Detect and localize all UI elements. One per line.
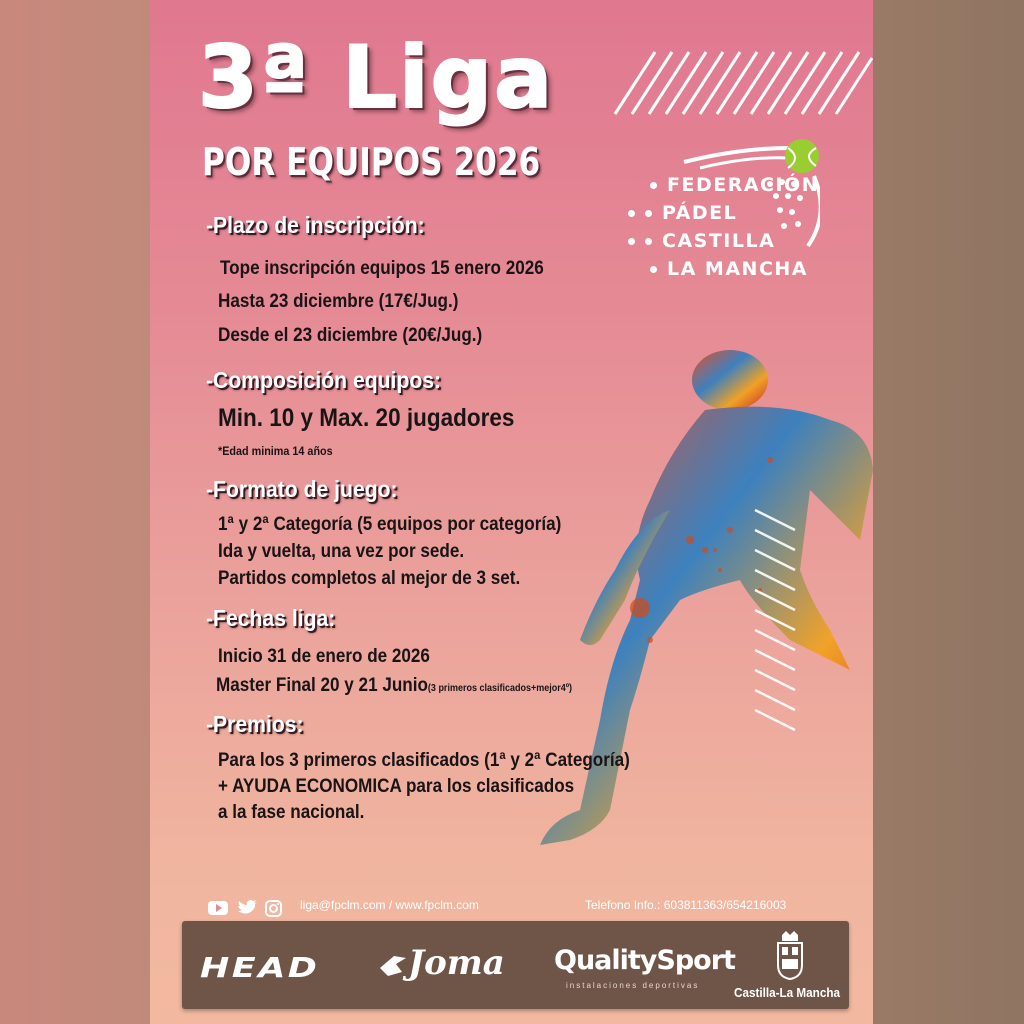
league-poster [150,0,873,1024]
sponsor-bar [182,921,849,1009]
poster-title: 3ª Liga [198,28,555,128]
formato-line-1: 1ª y 2ª Categoría (5 equipos por categoría) [218,514,562,535]
fechas-final-note: (3 primeros clasificados+mejor4º) [427,683,573,694]
logo-line-3: CASTILLA [628,230,775,252]
logo-line-4: LA MANCHA [650,258,808,280]
formato-line-2: Ida y vuelta, una vez por sede. [218,541,465,562]
sponsor-joma-logo: Joma [408,943,505,983]
footer-phone: Telefono Info.: 603811363/654216003 [585,898,787,912]
section-composicion-heading: -Composición equipos: [206,367,442,393]
footer-contact[interactable]: liga@fpclm.com / www.fpclm.com [300,898,479,912]
section-fechas-heading: -Fechas liga: [206,605,336,631]
castilla-la-mancha-crest-icon [770,931,810,981]
plazo-line-3: Desde el 23 diciembre (20€/Jug.) [218,325,483,346]
padel-player-illustration [530,340,873,860]
youtube-icon[interactable] [208,900,228,916]
sponsor-clm-logo: Castilla-La Mancha [734,985,840,1000]
decorative-stripes [610,48,873,118]
plazo-line-2: Hasta 23 diciembre (17€/Jug.) [218,291,459,312]
composicion-main: Min. 10 y Max. 20 jugadores [218,404,515,432]
premios-line-2: + AYUDA ECONOMICA para los clasificados [218,776,575,797]
composicion-note: *Edad minima 14 años [218,444,333,458]
premios-line-1: Para los 3 primeros clasificados (1ª y 2ª Categoría) [218,750,630,771]
joma-swoosh-icon [378,954,408,978]
sponsor-quality-subtitle: instalaciones deportivas [566,981,700,990]
formato-line-3: Partidos completos al mejor de 3 set. [218,568,521,589]
federation-logo [620,130,860,290]
section-premios-heading: -Premios: [206,711,304,737]
logo-line-1: FEDERACIÓN [650,174,819,196]
section-formato-heading: -Formato de juego: [206,476,398,502]
sponsor-head-logo: HEAD [200,951,320,984]
twitter-icon[interactable] [238,900,258,916]
plazo-line-1: Tope inscripción equipos 15 enero 2026 [220,258,544,279]
premios-line-3: a la fase nacional. [218,802,365,823]
logo-line-2: PÁDEL [628,202,737,224]
poster-subtitle: POR EQUIPOS 2026 [202,140,541,184]
instagram-icon[interactable] [265,900,282,917]
section-plazo-heading: -Plazo de inscripción: [206,212,425,238]
sponsor-quality-logo: QualitySport [554,945,735,976]
fechas-final: Master Final 20 y 21 Junio(3 primeros clasificados+mejor4º) [216,675,573,696]
fechas-start: Inicio 31 de enero de 2026 [218,646,430,667]
